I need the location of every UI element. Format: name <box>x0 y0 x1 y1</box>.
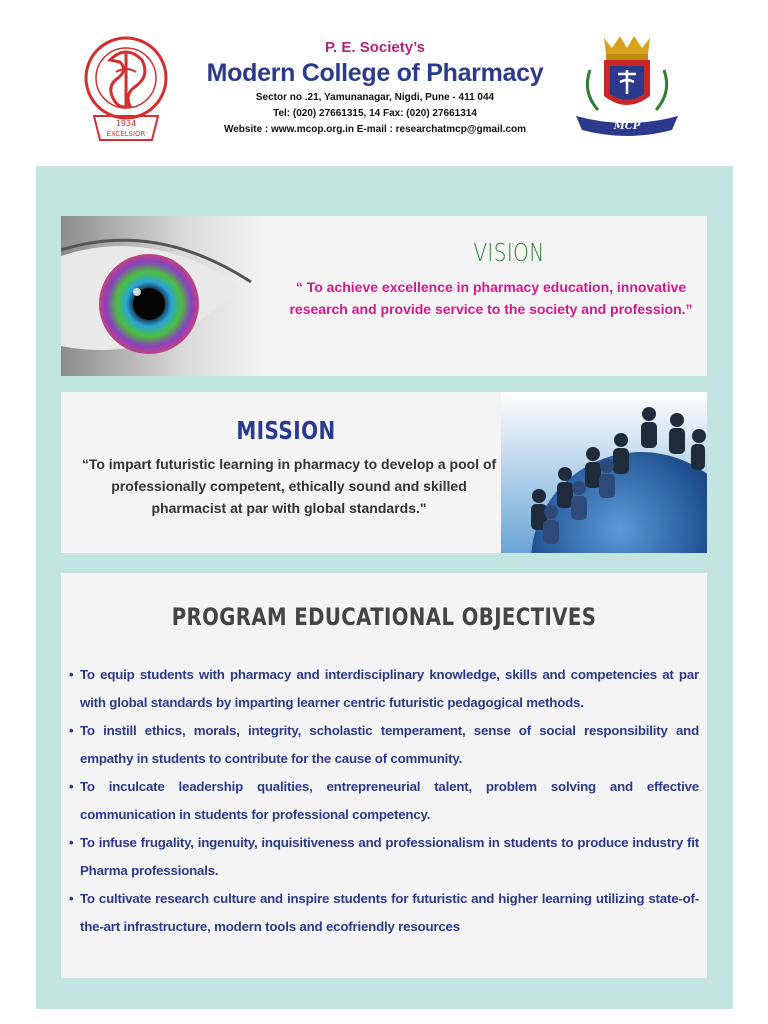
header-text-block <box>190 38 560 138</box>
peo-item: • To inculcate leadership qualities, entrepreneurial talent, problem solving and effective communication in students for professional competency. <box>69 773 699 829</box>
vision-statement: “ To achieve excellence in pharmacy education, innovative research and provide service to the society and profession.” <box>289 279 693 317</box>
logo-motto: EXCELSIOR <box>106 130 146 138</box>
crest-initials: MCP <box>613 121 641 132</box>
vision-title: VISION <box>473 238 545 267</box>
logo-year: 1934 <box>115 119 137 128</box>
mission-statement: “To impart futuristic learning in pharmacy to develop a pool of professionally competent, ethically sound and skilled pharmacist at par with global standards." <box>81 456 497 516</box>
eye-image <box>61 216 265 376</box>
peo-title: PROGRAM EDUCATIONAL OBJECTIVES <box>171 603 597 631</box>
college-crest-icon <box>568 30 686 150</box>
society-emblem-icon <box>80 30 172 148</box>
peo-item: • To equip students with pharmacy and interdisciplinary knowledge, skills and competencies at par with global standards by imparting learner centric futuristic pedagogical methods. <box>69 661 699 717</box>
peo-card <box>61 573 707 978</box>
society-name: P. E. Society’s <box>324 39 426 56</box>
college-name: Modern College of Pharmacy <box>206 59 544 87</box>
address: Sector no .21, Yamunanagar, Nigdi, Pune - 411 044 <box>255 92 495 103</box>
mission-card <box>61 392 707 553</box>
mission-title: MISSION <box>236 416 336 445</box>
peo-item: • To cultivate research culture and inspire students for futuristic and higher learning utilizing state-of-the-art infrastructure, modern tools and ecofriendly resources <box>69 885 699 941</box>
peo-item: • To infuse frugality, ingenuity, inquisitiveness and professionalism in students to produce industry fit Pharma professionals. <box>69 829 699 885</box>
page-header <box>0 0 768 165</box>
people-globe-image <box>501 392 707 553</box>
phone-fax: Tel: (020) 27661315, 14 Fax: (020) 27661314 <box>273 108 477 119</box>
peo-item: • To instill ethics, morals, integrity, scholastic temperament, sense of social responsibility and empathy in students to contribute for the cause of community. <box>69 717 699 773</box>
web-email: Website : www.mcop.org.in E-mail : researchatmcp@gmail.com <box>223 124 527 135</box>
peo-list <box>69 661 699 941</box>
vision-card <box>61 216 707 376</box>
